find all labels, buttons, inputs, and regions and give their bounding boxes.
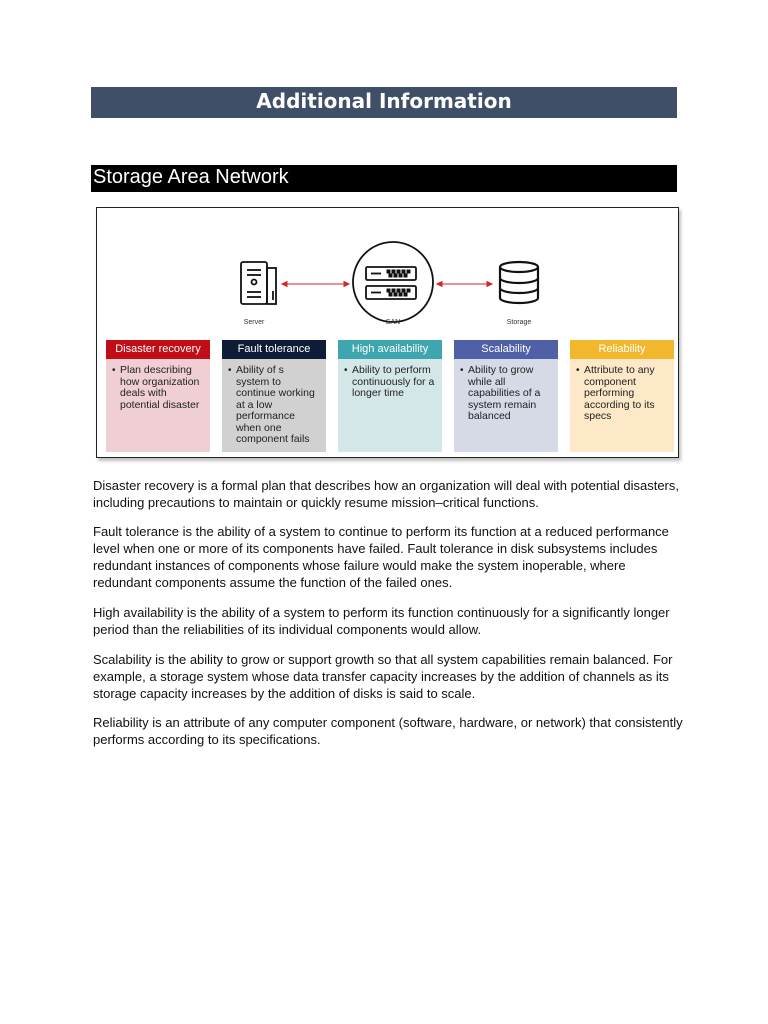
box-high-availability [338, 340, 442, 452]
box-title: Disaster recovery [106, 340, 210, 359]
section-title: Storage Area Network [91, 165, 677, 192]
box-text: • Ability to perform continuously for a longer time [338, 359, 442, 452]
box-title: Fault tolerance [222, 340, 326, 359]
paragraph-reliability: Reliability is an attribute of any computer component (software, hardware, or network) that consistently performs according to its specifications. [93, 715, 683, 747]
box-disaster-recovery [106, 340, 210, 452]
server-label: Server [243, 319, 265, 326]
box-text: • Attribute to any component performing according to its specs [570, 359, 674, 452]
box-fault-tolerance [222, 340, 326, 452]
san-diagram [97, 208, 678, 338]
san-diagram-figure [96, 207, 679, 458]
paragraph-scalability: Scalability is the ability to grow or support growth so that all system capabilities remain balanced. For example, a storage system whose data transfer capacity increases by the addition of channels as its storage capacity increases by the addition of disks is said to scale. [93, 652, 673, 701]
paragraph-high-availability: High availability is the ability of a system to perform its function continuously for a significantly longer period than the reliabilities of its individual components would allow. [93, 605, 670, 637]
box-title: Reliability [570, 340, 674, 359]
link-arrow-right [437, 282, 492, 287]
box-text: • Ability to grow while all capabilities of a system remain balanced [454, 359, 558, 452]
database-cylinder-icon [500, 262, 538, 303]
paragraph-fault-tolerance: Fault tolerance is the ability of a system to continue to perform its function at a reduced performance level when one or more of its components have failed. Fault tolerance in disk subsystems includes redundant instances of components whose failure would make the system inoperable, where redundant components assume the function of the failed ones. [93, 524, 669, 590]
link-arrow-left [282, 282, 349, 287]
storage-label: Storage [506, 319, 532, 326]
paragraph-disaster-recovery: Disaster recovery is a formal plan that describes how an organization will deal with potential disasters, including precautions to maintain or quickly resume mission–critical functions. [93, 478, 680, 510]
san-label: SAN [385, 319, 401, 326]
box-text: • Plan describing how organization deals with potential disaster [106, 359, 210, 452]
box-title: Scalability [454, 340, 558, 359]
page-title: Additional Information [91, 87, 677, 118]
server-tower-icon [241, 262, 276, 304]
box-text: • Ability of s system to continue working at a low performance when one component fails [222, 359, 326, 452]
box-title: High availability [338, 340, 442, 359]
box-reliability [570, 340, 674, 452]
san-switch-icon [353, 242, 433, 322]
box-scalability [454, 340, 558, 452]
